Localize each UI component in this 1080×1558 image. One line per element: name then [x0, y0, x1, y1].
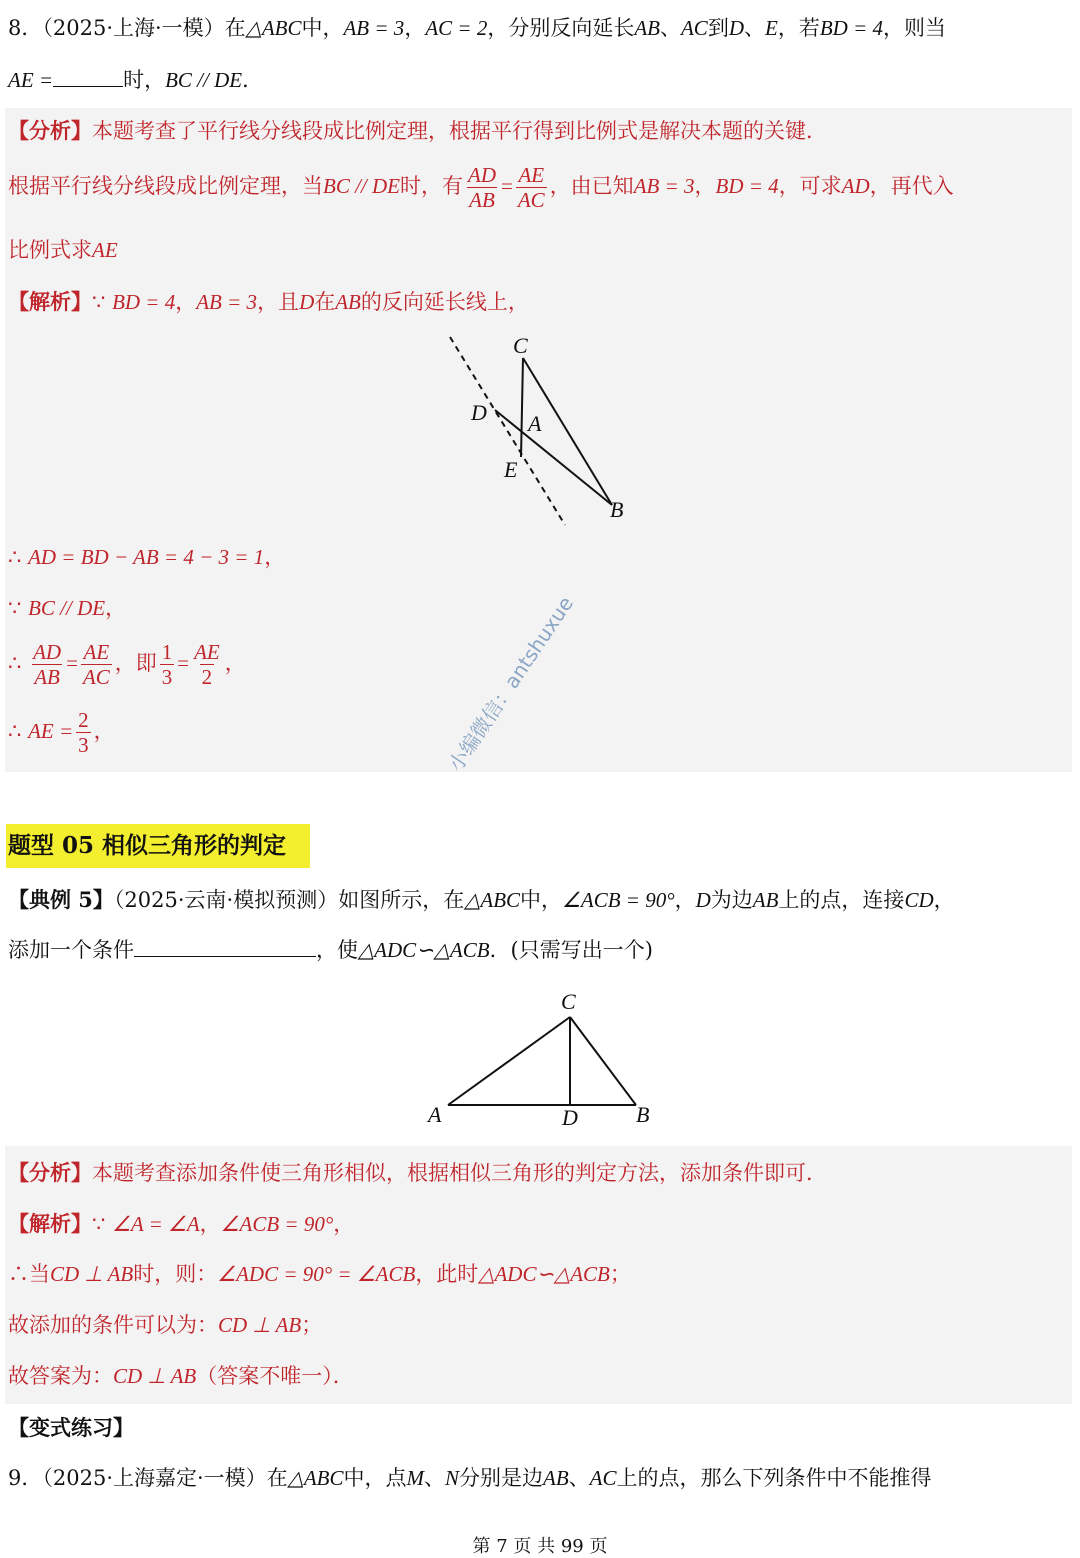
therefore-symbol: ∴ [8, 651, 22, 676]
math: AD [841, 174, 870, 199]
q8-line2 [8, 68, 263, 93]
label-a: A [528, 411, 542, 436]
page-footer: 第 7 页 共 99 页 [472, 1536, 608, 1557]
therefore-symbol: ∴ [8, 719, 22, 744]
text: ， [933, 888, 955, 912]
because-symbol: ∵ [92, 1212, 106, 1236]
math: AE = [28, 719, 74, 744]
segment-cb [570, 1017, 636, 1105]
math: ∠ACB = 90° [562, 888, 675, 912]
numerator: 1 [161, 640, 173, 664]
math: CD ⊥ AB [218, 1313, 302, 1337]
text: 中，点 [343, 1466, 407, 1490]
numerator: AE [518, 163, 545, 187]
text: 故答案为： [8, 1364, 113, 1388]
figure-triangle-abc-extended [440, 325, 660, 535]
text: 、 [568, 1466, 590, 1490]
math: AE [92, 238, 118, 262]
math: D [299, 290, 315, 314]
math: AC = 2 [425, 16, 488, 40]
text: 如图所示，在 [338, 888, 465, 912]
numerator: AD [33, 640, 62, 664]
solution-label: 【解析】 [8, 289, 92, 314]
math: ∠ACB = 90° [220, 1212, 334, 1236]
text: 时， [123, 68, 166, 92]
text: ， [224, 651, 246, 676]
text: 在 [224, 16, 246, 40]
fraction [160, 640, 175, 689]
denominator: AC [82, 665, 110, 690]
answer-blank[interactable] [134, 956, 316, 957]
question-number: 8． [8, 16, 43, 40]
text: ，可求 [778, 174, 842, 199]
text: ， [93, 719, 115, 744]
answer-blank[interactable] [53, 86, 123, 87]
text: ， [333, 1212, 355, 1236]
math: BD = 4 [715, 174, 779, 199]
analysis-label: 【分析】 [8, 1160, 92, 1185]
math: = [66, 651, 78, 676]
math: D [728, 16, 744, 40]
numerator: 2 [78, 708, 89, 732]
math: AB [752, 888, 779, 912]
analysis-line [8, 1160, 827, 1186]
text: 为边 [710, 888, 753, 912]
text: 本题考查了平行线分线段成比例定理，根据平行得到比例式是解决本题的关键． [92, 119, 827, 143]
math: AB = 3 [196, 290, 258, 314]
math: E [765, 16, 778, 40]
example-label: 【典例 5】 [8, 887, 114, 912]
math: △ADC∽△ACB [478, 1262, 610, 1286]
q8-line1 [8, 16, 946, 41]
therefore-symbol: ∴ [8, 545, 22, 569]
math: AC [680, 16, 708, 40]
text: 时，有 [400, 174, 463, 199]
text: （答案不唯一）． [196, 1364, 354, 1388]
text: ，则当 [883, 16, 946, 40]
text: ，若 [777, 16, 820, 40]
fraction [31, 640, 63, 689]
text: ； [609, 1262, 631, 1286]
question-source: （2025·上海嘉定·一模） [42, 1466, 267, 1490]
text: ． [242, 68, 264, 92]
text: 中， [301, 16, 344, 40]
label-e: E [504, 457, 518, 482]
fraction [192, 640, 222, 689]
ex5-line2 [8, 938, 653, 963]
denominator: AB [34, 665, 60, 690]
denominator: 3 [78, 733, 89, 758]
step-4 [8, 708, 115, 757]
denominator: 3 [161, 665, 173, 690]
text: ， [694, 174, 716, 199]
denominator: AC [517, 188, 545, 213]
math: AB [543, 1466, 569, 1490]
math: AB = 3 [343, 16, 405, 40]
math: BD = 4 [819, 16, 883, 40]
text: ，即 [114, 651, 157, 676]
step-3 [8, 640, 246, 689]
question-number: 9． [8, 1466, 43, 1490]
text: 、 [744, 16, 765, 40]
math: BC // DE [323, 174, 400, 199]
text: ．(只需写出一个) [489, 938, 653, 962]
text: 本题考查添加条件使三角形相似，根据相似三角形的判定方法，添加条件即可． [92, 1161, 827, 1185]
dashed-line-de [450, 337, 565, 525]
math: BC // DE [28, 596, 106, 620]
text: 添加一个条件 [8, 938, 134, 962]
text: 上的点，连接 [778, 888, 905, 912]
text: ， [264, 545, 286, 569]
label-d: D [471, 400, 487, 425]
numerator: AE [83, 640, 110, 664]
math: △ABC [287, 1466, 344, 1490]
math: = [177, 651, 190, 676]
analysis-line [8, 118, 827, 144]
numerator: AD [468, 163, 496, 187]
text: ， [674, 888, 696, 912]
math: AB [634, 16, 660, 40]
step-2 [8, 1262, 631, 1287]
fraction [76, 708, 91, 757]
text: 上的点，那么下列条件中不能推得 [616, 1466, 932, 1490]
because-symbol: ∵ [92, 290, 106, 314]
math: = [501, 174, 513, 199]
math: △ABC [245, 16, 302, 40]
math: AC [589, 1466, 617, 1490]
math: D [695, 888, 711, 912]
step-2 [8, 596, 126, 621]
text: ， [199, 1212, 221, 1236]
denominator: AB [469, 188, 495, 213]
text: 在 [266, 1466, 288, 1490]
q9-line1 [8, 1466, 932, 1491]
text: 、 [659, 16, 681, 40]
segment-ac [448, 1017, 570, 1105]
text: 根据平行线分线段成比例定理，当 [8, 174, 323, 199]
math: △ADC∽△ACB [358, 938, 490, 962]
text: ，分别反向延长 [487, 16, 635, 40]
fraction [81, 640, 112, 689]
therefore-symbol: ∴ [8, 1262, 29, 1286]
text: ，由已知 [549, 174, 634, 199]
watermark: 小编微信：antshuxue [443, 591, 579, 776]
math: CD ⊥ AB [50, 1262, 134, 1286]
math: CD ⊥ AB [113, 1364, 197, 1388]
numerator: AE [194, 640, 220, 664]
because-symbol: ∵ [8, 596, 22, 620]
solution-label: 【解析】 [8, 1211, 92, 1236]
text: 、 [423, 1466, 445, 1490]
text: ，再代入 [869, 174, 954, 199]
math: N [444, 1466, 459, 1490]
math: BC // DE [165, 68, 243, 92]
text: ， [105, 596, 127, 620]
text: 时，则： [133, 1262, 218, 1286]
fraction [516, 163, 547, 212]
label-c: C [513, 333, 528, 358]
text: ； [301, 1313, 323, 1337]
text: ，使 [316, 938, 358, 962]
section-title: 题型 05 相似三角形的判定 [8, 832, 287, 859]
label-a: A [428, 1102, 442, 1127]
text: 到 [707, 16, 729, 40]
text: ，且 [257, 290, 300, 314]
question-source: （2025·云南·模拟预测） [113, 888, 339, 912]
ex5-line1 [8, 887, 955, 913]
text: 分别是边 [459, 1466, 543, 1490]
analysis-line3 [8, 238, 118, 263]
figure-right-triangle-acb [420, 985, 670, 1135]
math: M [406, 1466, 424, 1490]
variant-label: 【变式练习】 [8, 1415, 134, 1440]
text: 当 [29, 1262, 50, 1286]
text: ， [404, 16, 426, 40]
solution-line [8, 1211, 354, 1237]
math: AB [335, 290, 361, 314]
math: BD = 4 [112, 290, 176, 314]
question-source: （2025·上海·一模） [42, 16, 225, 40]
step-3 [8, 1313, 322, 1338]
label-b: B [636, 1102, 650, 1127]
segment-ce [521, 358, 523, 457]
text: ，此时 [415, 1262, 479, 1286]
math: △ABC [464, 888, 521, 912]
text: 中， [520, 888, 563, 912]
text: 的反向延长线上， [360, 290, 529, 314]
math: AE = [8, 68, 54, 92]
analysis-label: 【分析】 [8, 118, 92, 143]
math: AB = 3 [633, 174, 695, 199]
analysis-line2 [8, 163, 954, 212]
fraction [466, 163, 498, 212]
solution-line [8, 289, 529, 315]
denominator: 2 [201, 665, 213, 690]
label-c: C [561, 989, 576, 1014]
label-b: B [610, 497, 624, 522]
math: AD = BD − AB = 4 − 3 = 1 [28, 545, 265, 569]
text: 故添加的条件可以为： [8, 1313, 218, 1337]
text: 在 [314, 290, 336, 314]
math: ∠ADC = 90° = ∠ACB [217, 1262, 416, 1286]
math: ∠A = ∠A [112, 1212, 200, 1236]
math: CD [904, 888, 934, 912]
step-1 [8, 545, 285, 570]
step-4 [8, 1364, 354, 1389]
text: ， [175, 290, 197, 314]
label-d: D [562, 1105, 578, 1130]
text: 比例式求 [8, 238, 92, 262]
